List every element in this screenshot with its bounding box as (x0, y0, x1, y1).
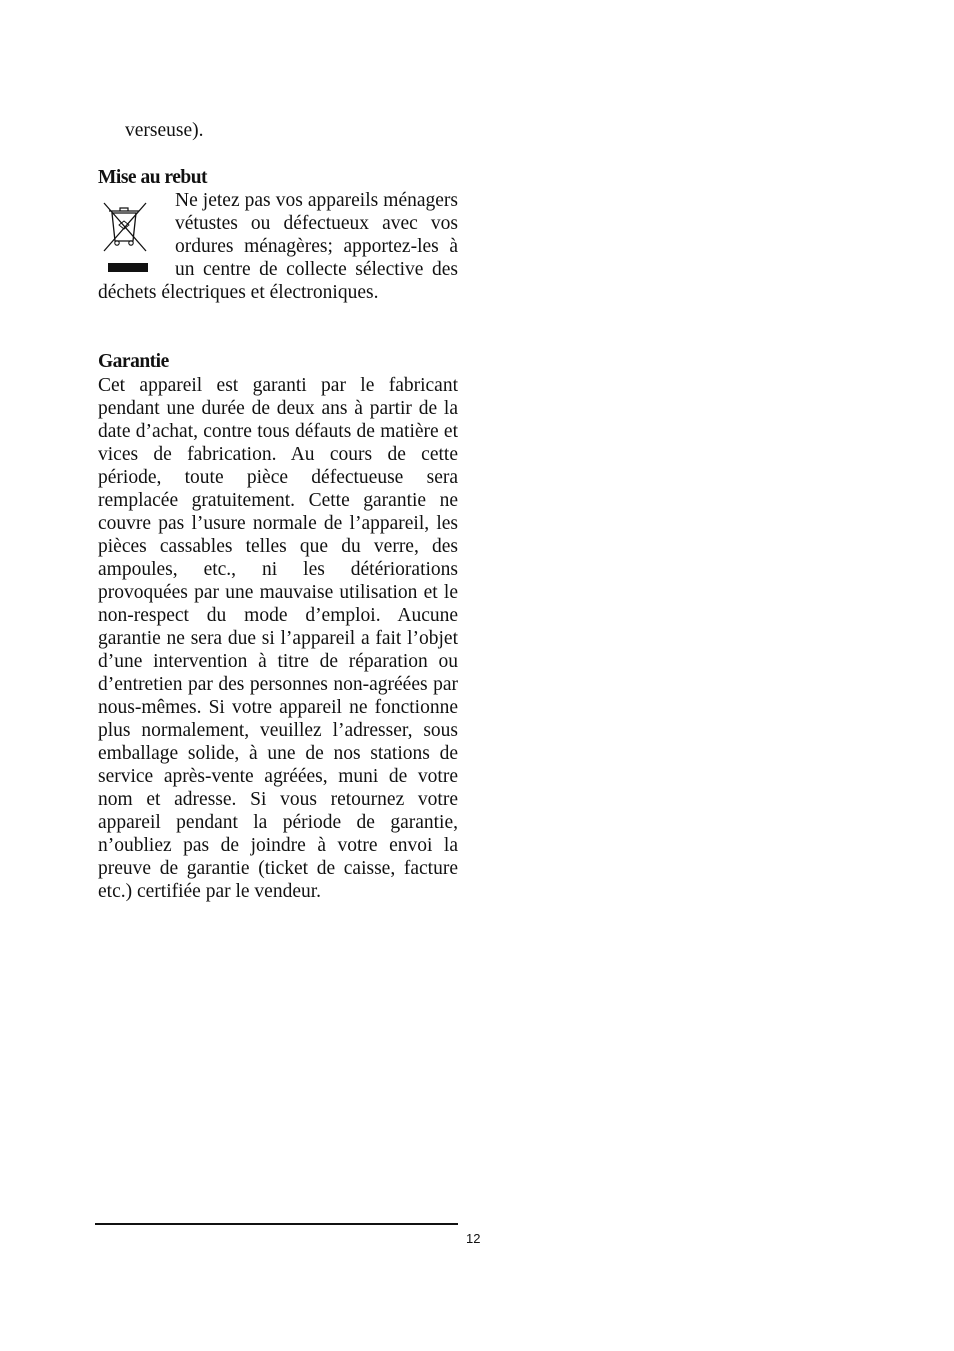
rebut-paragraph: Ne jetez pas vos appareils ménagers vétustes ou défectueux avec vos ordures ménagères; apportez-les à un centre de collecte sélective des déchets électriques et électroniques. (98, 190, 458, 303)
page-number: 12 (466, 1231, 481, 1246)
weee-crossed-bin-icon (98, 189, 175, 281)
section-heading-rebut: Mise au rebut (98, 167, 208, 188)
section-heading-garantie: Garantie (98, 351, 169, 372)
footer-rule (95, 1223, 458, 1225)
continuation-text: verseuse). (125, 120, 204, 141)
section-rebut (98, 189, 458, 304)
garantie-paragraph: Cet appareil est garanti par le fabricant pendant une durée de deux ans à partir de la date d’achat, contre tous défauts de matière et vices de fabrication. Au cours de cette période, toute pièce défectueuse sera remplacée gratuitement. Cette garantie ne couvre pas l’usure normale de l’appareil, les pièces cassables telles que du verre, des ampoules, etc., ni les détériorations provoquées par une mauvaise utilisation et le non-respect du mode d’emploi. Aucune garantie ne sera due si l’appareil a fait l’objet d’une intervention à titre de réparation ou d’entretien par des personnes non-agréées par nous-mêmes. Si votre appareil ne fonctionne plus normalement, veuillez l’adresser, sous emballage solide, à une de nos stations de service après-vente agréées, muni de votre nom et adresse. Si vous retournez votre appareil pendant la période de garantie, n’oubliez pas de joindre à votre envoi la preuve de garantie (ticket de caisse, facture etc.) certifiée par le vendeur. (98, 375, 458, 902)
